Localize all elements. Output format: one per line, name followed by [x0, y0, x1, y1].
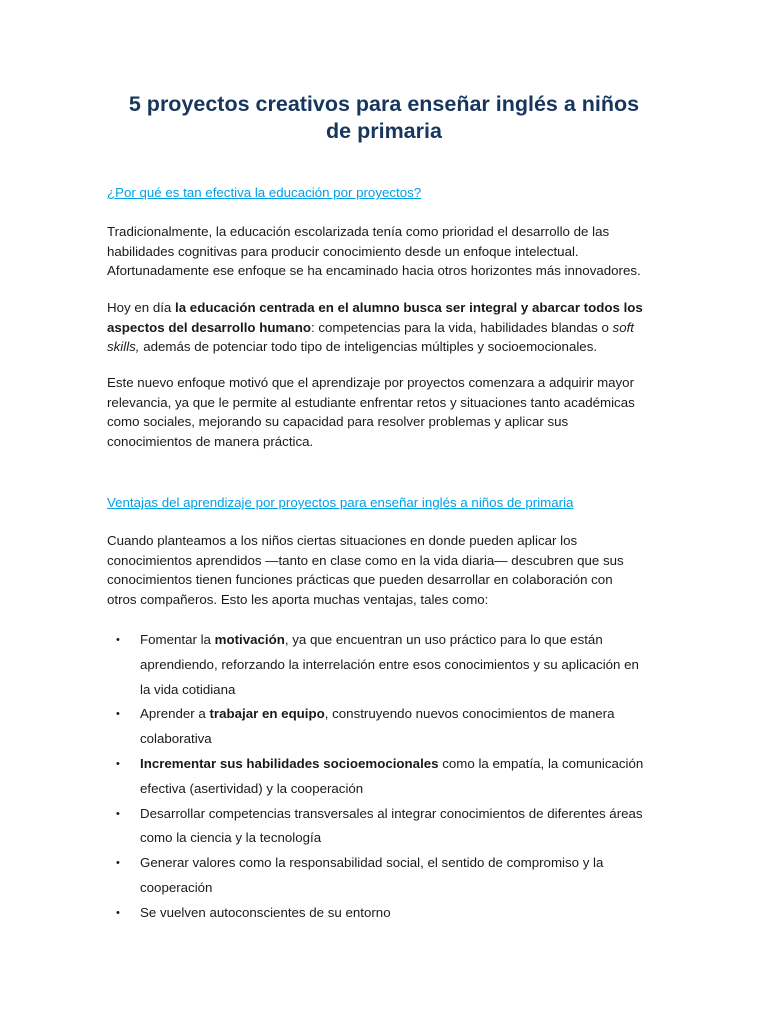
- list-item-line: cooperación: [140, 879, 213, 895]
- text-run: además de potenciar todo tipo de inteligencias múltiples y socioemocionales.: [139, 339, 598, 354]
- list-item-line: Desarrollar competencias transversales al integrar conocimientos de diferentes áreas: [140, 805, 643, 821]
- bold-text: aspectos del desarrollo humano: [107, 319, 311, 335]
- bullet-icon: •: [116, 807, 120, 820]
- list-item: [107, 901, 667, 926]
- list-item-line: Generar valores como la responsabilidad social, el sentido de compromiso y la: [140, 855, 604, 871]
- text-run: Aprender a: [140, 706, 210, 722]
- paragraph-new-approach: [107, 373, 667, 451]
- paragraph-situations: [107, 531, 667, 609]
- title-line-1: 5 proyectos creativos para enseñar inglés a niños: [128, 92, 640, 116]
- paragraph-line: [107, 337, 667, 357]
- paragraph-line: como sociales, mejorando su capacidad para resolver problemas y aplicar sus: [107, 414, 569, 429]
- text-run: Fomentar la: [140, 632, 215, 647]
- bullet-icon: •: [116, 757, 120, 770]
- link-why-effective[interactable]: ¿Por qué es tan efectiva la educación por proyectos?: [107, 185, 422, 200]
- paragraph-line: habilidades cognitivas para producir conocimiento desde un enfoque intelectual.: [107, 243, 579, 259]
- paragraph-line: Tradicionalmente, la educación escolarizada tenía como prioridad el desarrollo de las: [107, 224, 610, 239]
- list-item: [107, 752, 667, 802]
- list-item-line: [140, 702, 667, 727]
- bullet-icon: •: [116, 906, 120, 919]
- text-run: Hoy en día: [107, 300, 176, 315]
- text-run: : competencias para la vida, habilidades blandas o: [310, 319, 613, 335]
- paragraph-line: [107, 298, 667, 318]
- bullet-icon: •: [116, 857, 120, 870]
- paragraph-intro: [107, 222, 667, 281]
- list-item: [107, 702, 667, 752]
- list-item-line: aprendiendo, reforzando la interrelación entre esos conocimientos y su aplicación en: [140, 656, 639, 672]
- list-item-line: la vida cotidiana: [140, 681, 236, 697]
- bold-text: motivación: [214, 632, 285, 647]
- link-advantages[interactable]: Ventajas del aprendizaje por proyectos para enseñar inglés a niños de primaria: [107, 495, 574, 510]
- bold-text: trabajar en equipo: [209, 706, 325, 722]
- list-item-line: [140, 628, 667, 653]
- paragraph-line: relevancia, ya que le permite al estudiante enfrentar retos y situaciones tanto académicas: [107, 394, 635, 410]
- bullet-icon: •: [116, 634, 120, 646]
- paragraph-line: Cuando planteamos a los niños ciertas situaciones en donde pueden aplicar los: [107, 533, 578, 548]
- paragraph-line: otros compañeros. Esto les aporta muchas ventajas, tales como:: [107, 591, 489, 607]
- list-item-line: [140, 752, 667, 777]
- italic-text: skills,: [107, 339, 140, 354]
- paragraph-line: conocimientos aprendidos —tanto en clase como en la vida diaria— descubren que sus: [107, 552, 624, 568]
- paragraph-line: [107, 318, 667, 338]
- list-item: [107, 802, 667, 852]
- advantages-list: [107, 628, 667, 926]
- bold-text: la educación centrada en el alumno busca ser integral y abarcar todos los: [175, 300, 643, 315]
- list-item-line: Se vuelven autoconscientes de su entorno: [140, 904, 391, 920]
- document-title: [90, 91, 678, 145]
- list-item-line: efectiva (asertividad) y la cooperación: [140, 780, 364, 796]
- paragraph-line: conocimientos de manera práctica.: [107, 433, 314, 449]
- text-run: como la empatía, la comunicación: [438, 755, 644, 771]
- text-run: , ya que encuentran un uso práctico para lo que están: [284, 632, 603, 647]
- paragraph-line: Este nuevo enfoque motivó que el aprendizaje por proyectos comenzara a adquirir mayor: [107, 375, 635, 390]
- text-run: , construyendo nuevos conocimientos de manera: [324, 706, 615, 722]
- paragraph-line: conocimientos tienen funciones prácticas que pueden desarrollar en colaboración con: [107, 572, 613, 587]
- paragraph-student-centered: [107, 298, 667, 357]
- list-item: [107, 628, 667, 702]
- title-line-2: de primaria: [326, 119, 442, 143]
- paragraph-line: Afortunadamente ese enfoque se ha encaminado hacia otros horizontes más innovadores.: [107, 263, 641, 278]
- bullet-icon: •: [116, 708, 120, 721]
- list-item: [107, 851, 667, 901]
- bold-text: Incrementar sus habilidades socioemocionales: [140, 755, 439, 771]
- list-item-line: como la ciencia y la tecnología: [140, 830, 322, 846]
- italic-text: soft: [612, 319, 634, 335]
- list-item-line: colaborativa: [140, 731, 212, 747]
